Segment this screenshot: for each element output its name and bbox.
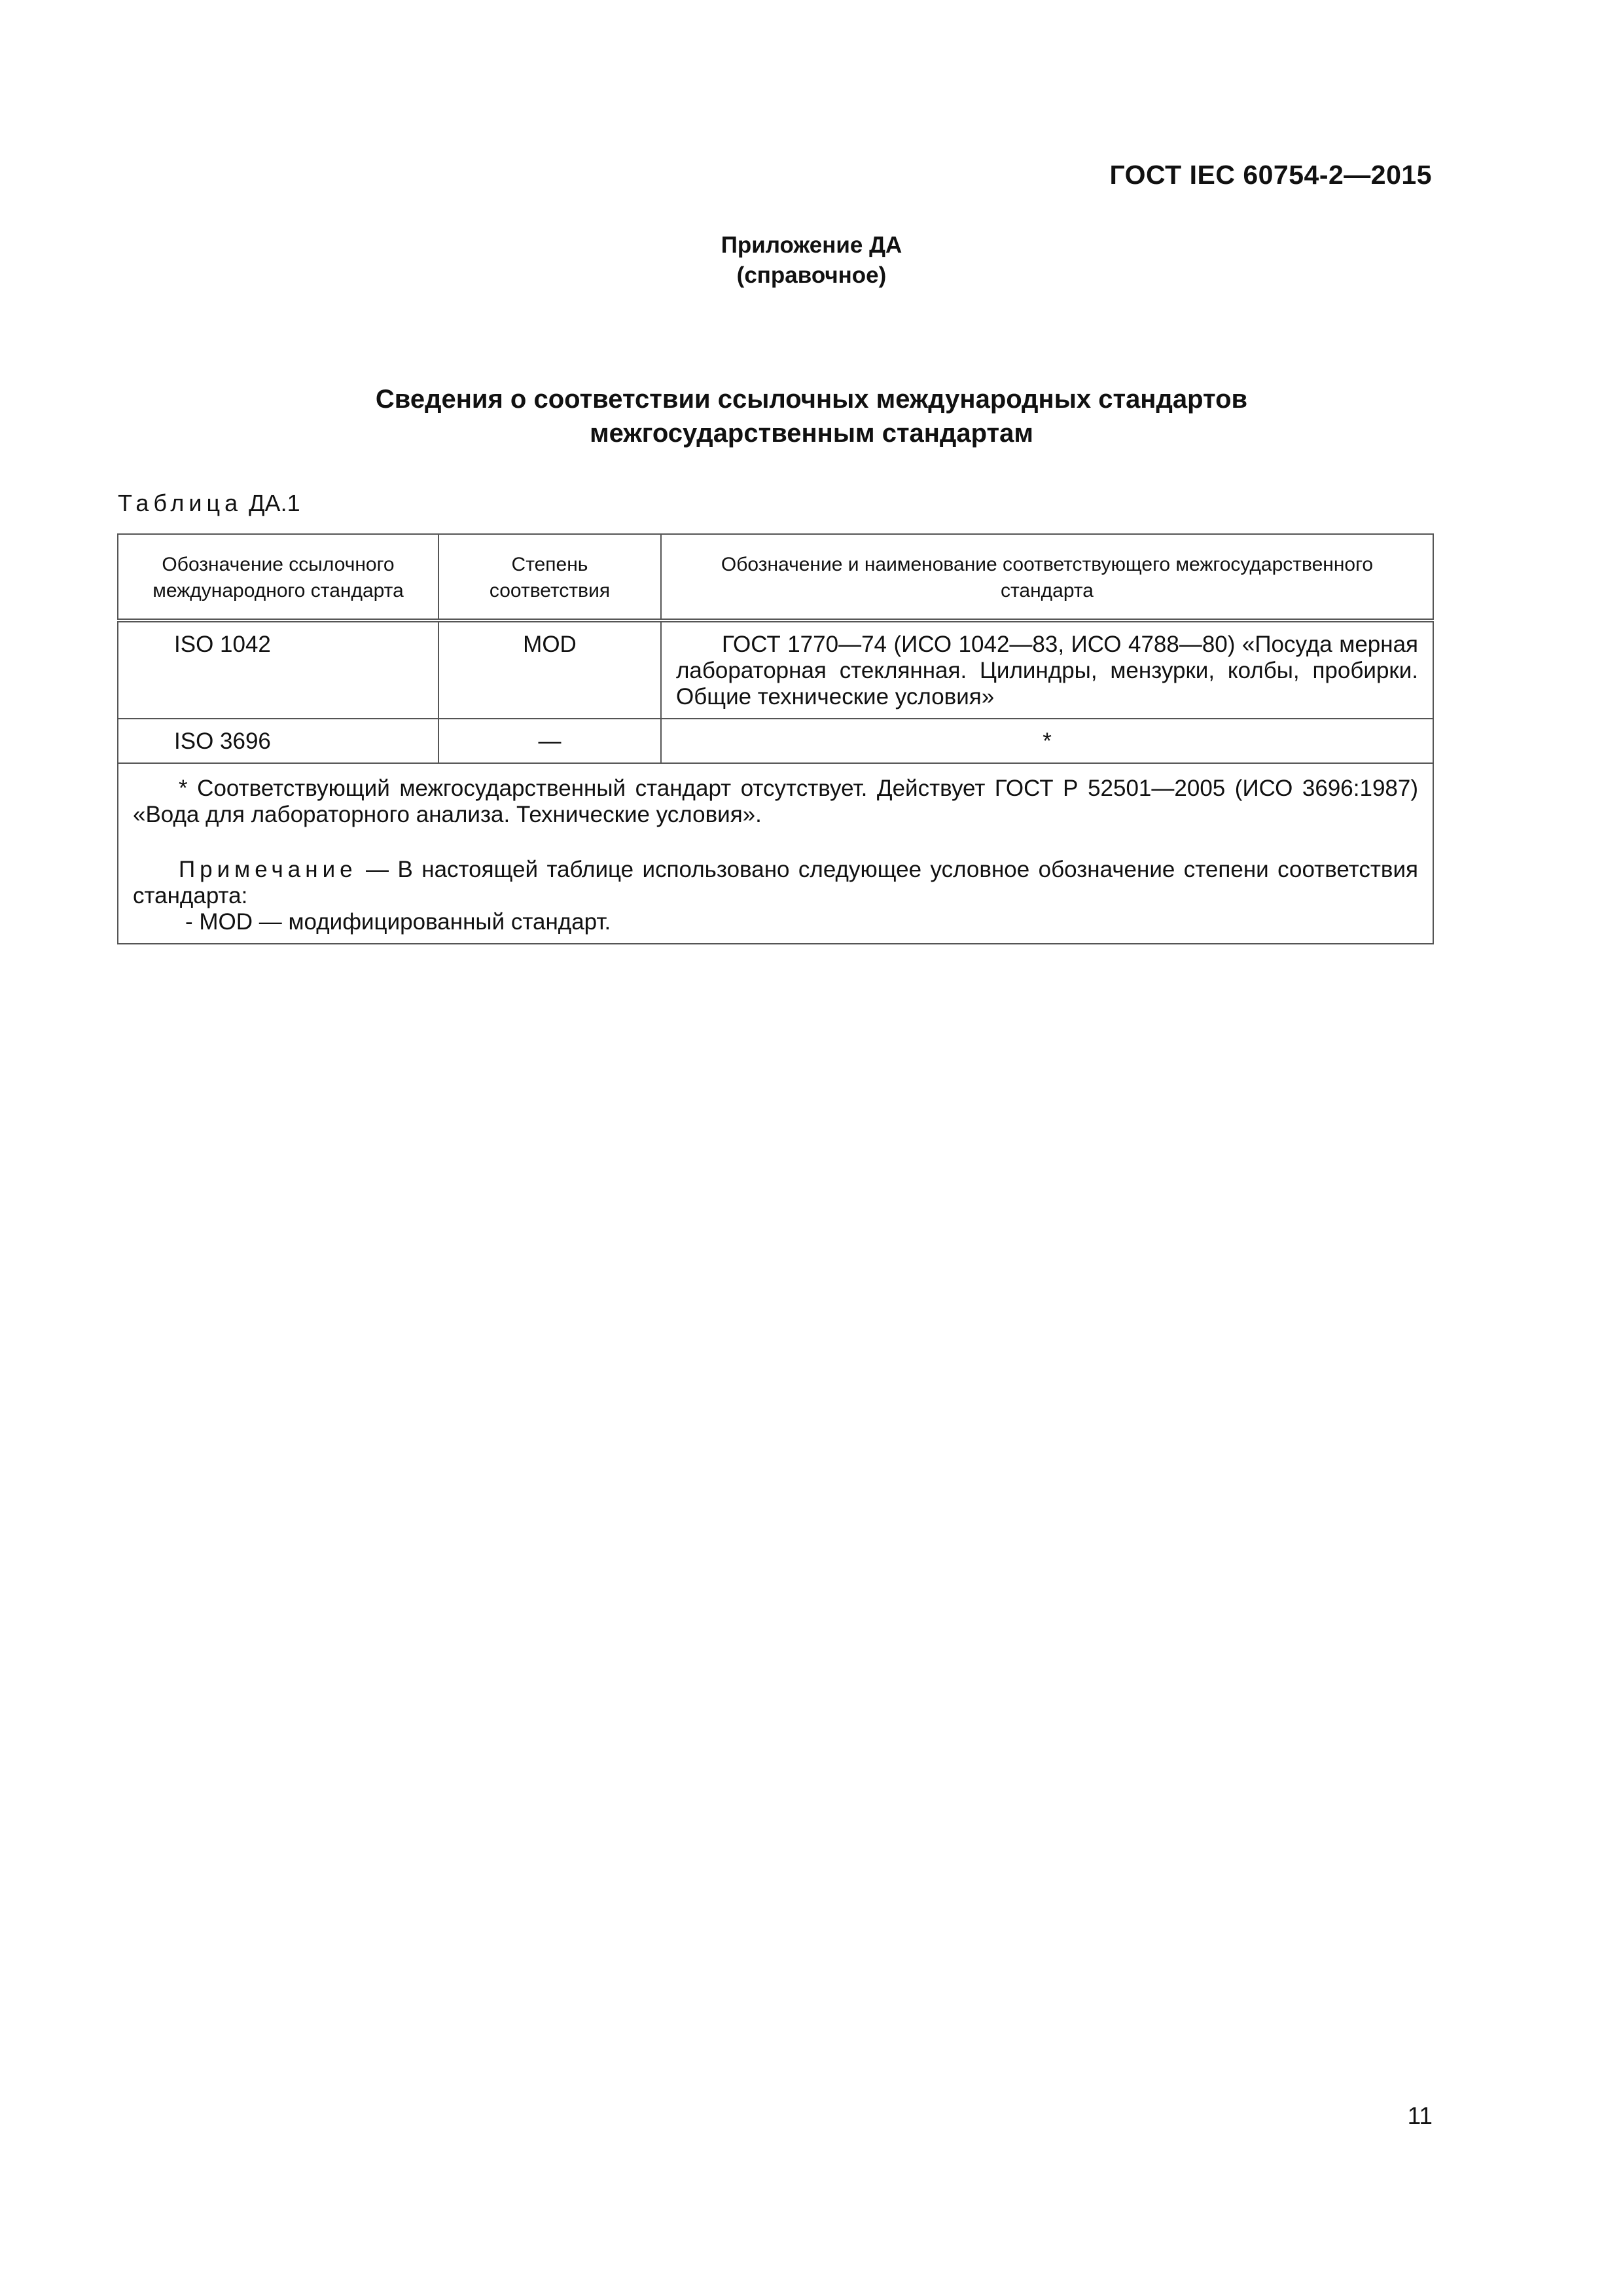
note-label: Примечание	[179, 857, 357, 882]
page-number: 11	[1407, 2102, 1433, 2129]
section-title-line-2: межгосударственным стандартам	[590, 419, 1033, 448]
note-list-item: - MOD — модифицированный стандарт.	[185, 909, 611, 935]
header-degree: Степень соответствия	[438, 534, 661, 620]
table-caption-label: Таблица	[118, 490, 243, 516]
table-row	[118, 719, 1433, 763]
table-caption-number: ДА.1	[249, 490, 300, 516]
table	[117, 533, 1434, 944]
note	[133, 857, 1418, 909]
section-title-line-1: Сведения о соответствии ссылочных международных стандартов	[375, 385, 1248, 414]
table-row	[118, 620, 1433, 719]
document-code: ГОСТ IEC 60754-2—2015	[1109, 160, 1432, 190]
appendix-heading	[0, 230, 1623, 291]
cell-gost: ГОСТ 1770—74 (ИСО 1042—83, ИСО 4788—80) «Посуда мерная лабораторная стеклянная. Цилиндры, мензурки, колбы, пробирки. Общие технические условия»	[661, 620, 1433, 719]
cell-degree: MOD	[438, 620, 661, 719]
cell-degree: —	[438, 719, 661, 763]
footnote-cell	[118, 763, 1433, 944]
cell-code: ISO 3696	[118, 719, 438, 763]
table-caption	[118, 490, 300, 517]
header-interstate-standard: Обозначение и наименование соответствующего межгосударственного стандарта	[661, 534, 1433, 620]
correspondence-table	[117, 533, 1434, 944]
table-footnote-row	[118, 763, 1433, 944]
cell-gost: *	[661, 719, 1433, 763]
header-international-standard: Обозначение ссылочного международного стандарта	[118, 534, 438, 620]
note-text: — В настоящей таблице использовано следующее условное обозначение степени соответствия стандарта:	[133, 857, 1418, 908]
appendix-title: Приложение ДА	[721, 232, 902, 258]
footnote-text: * Соответствующий межгосударственный стандарт отсутствует. Действует ГОСТ Р 52501—2005 (ИСО 3696:1987) «Вода для лабораторного анализа. Технические условия».	[133, 776, 1418, 827]
cell-code: ISO 1042	[118, 620, 438, 719]
table-header-row	[118, 534, 1433, 620]
section-title	[0, 382, 1623, 450]
appendix-type: (справочное)	[736, 262, 887, 288]
